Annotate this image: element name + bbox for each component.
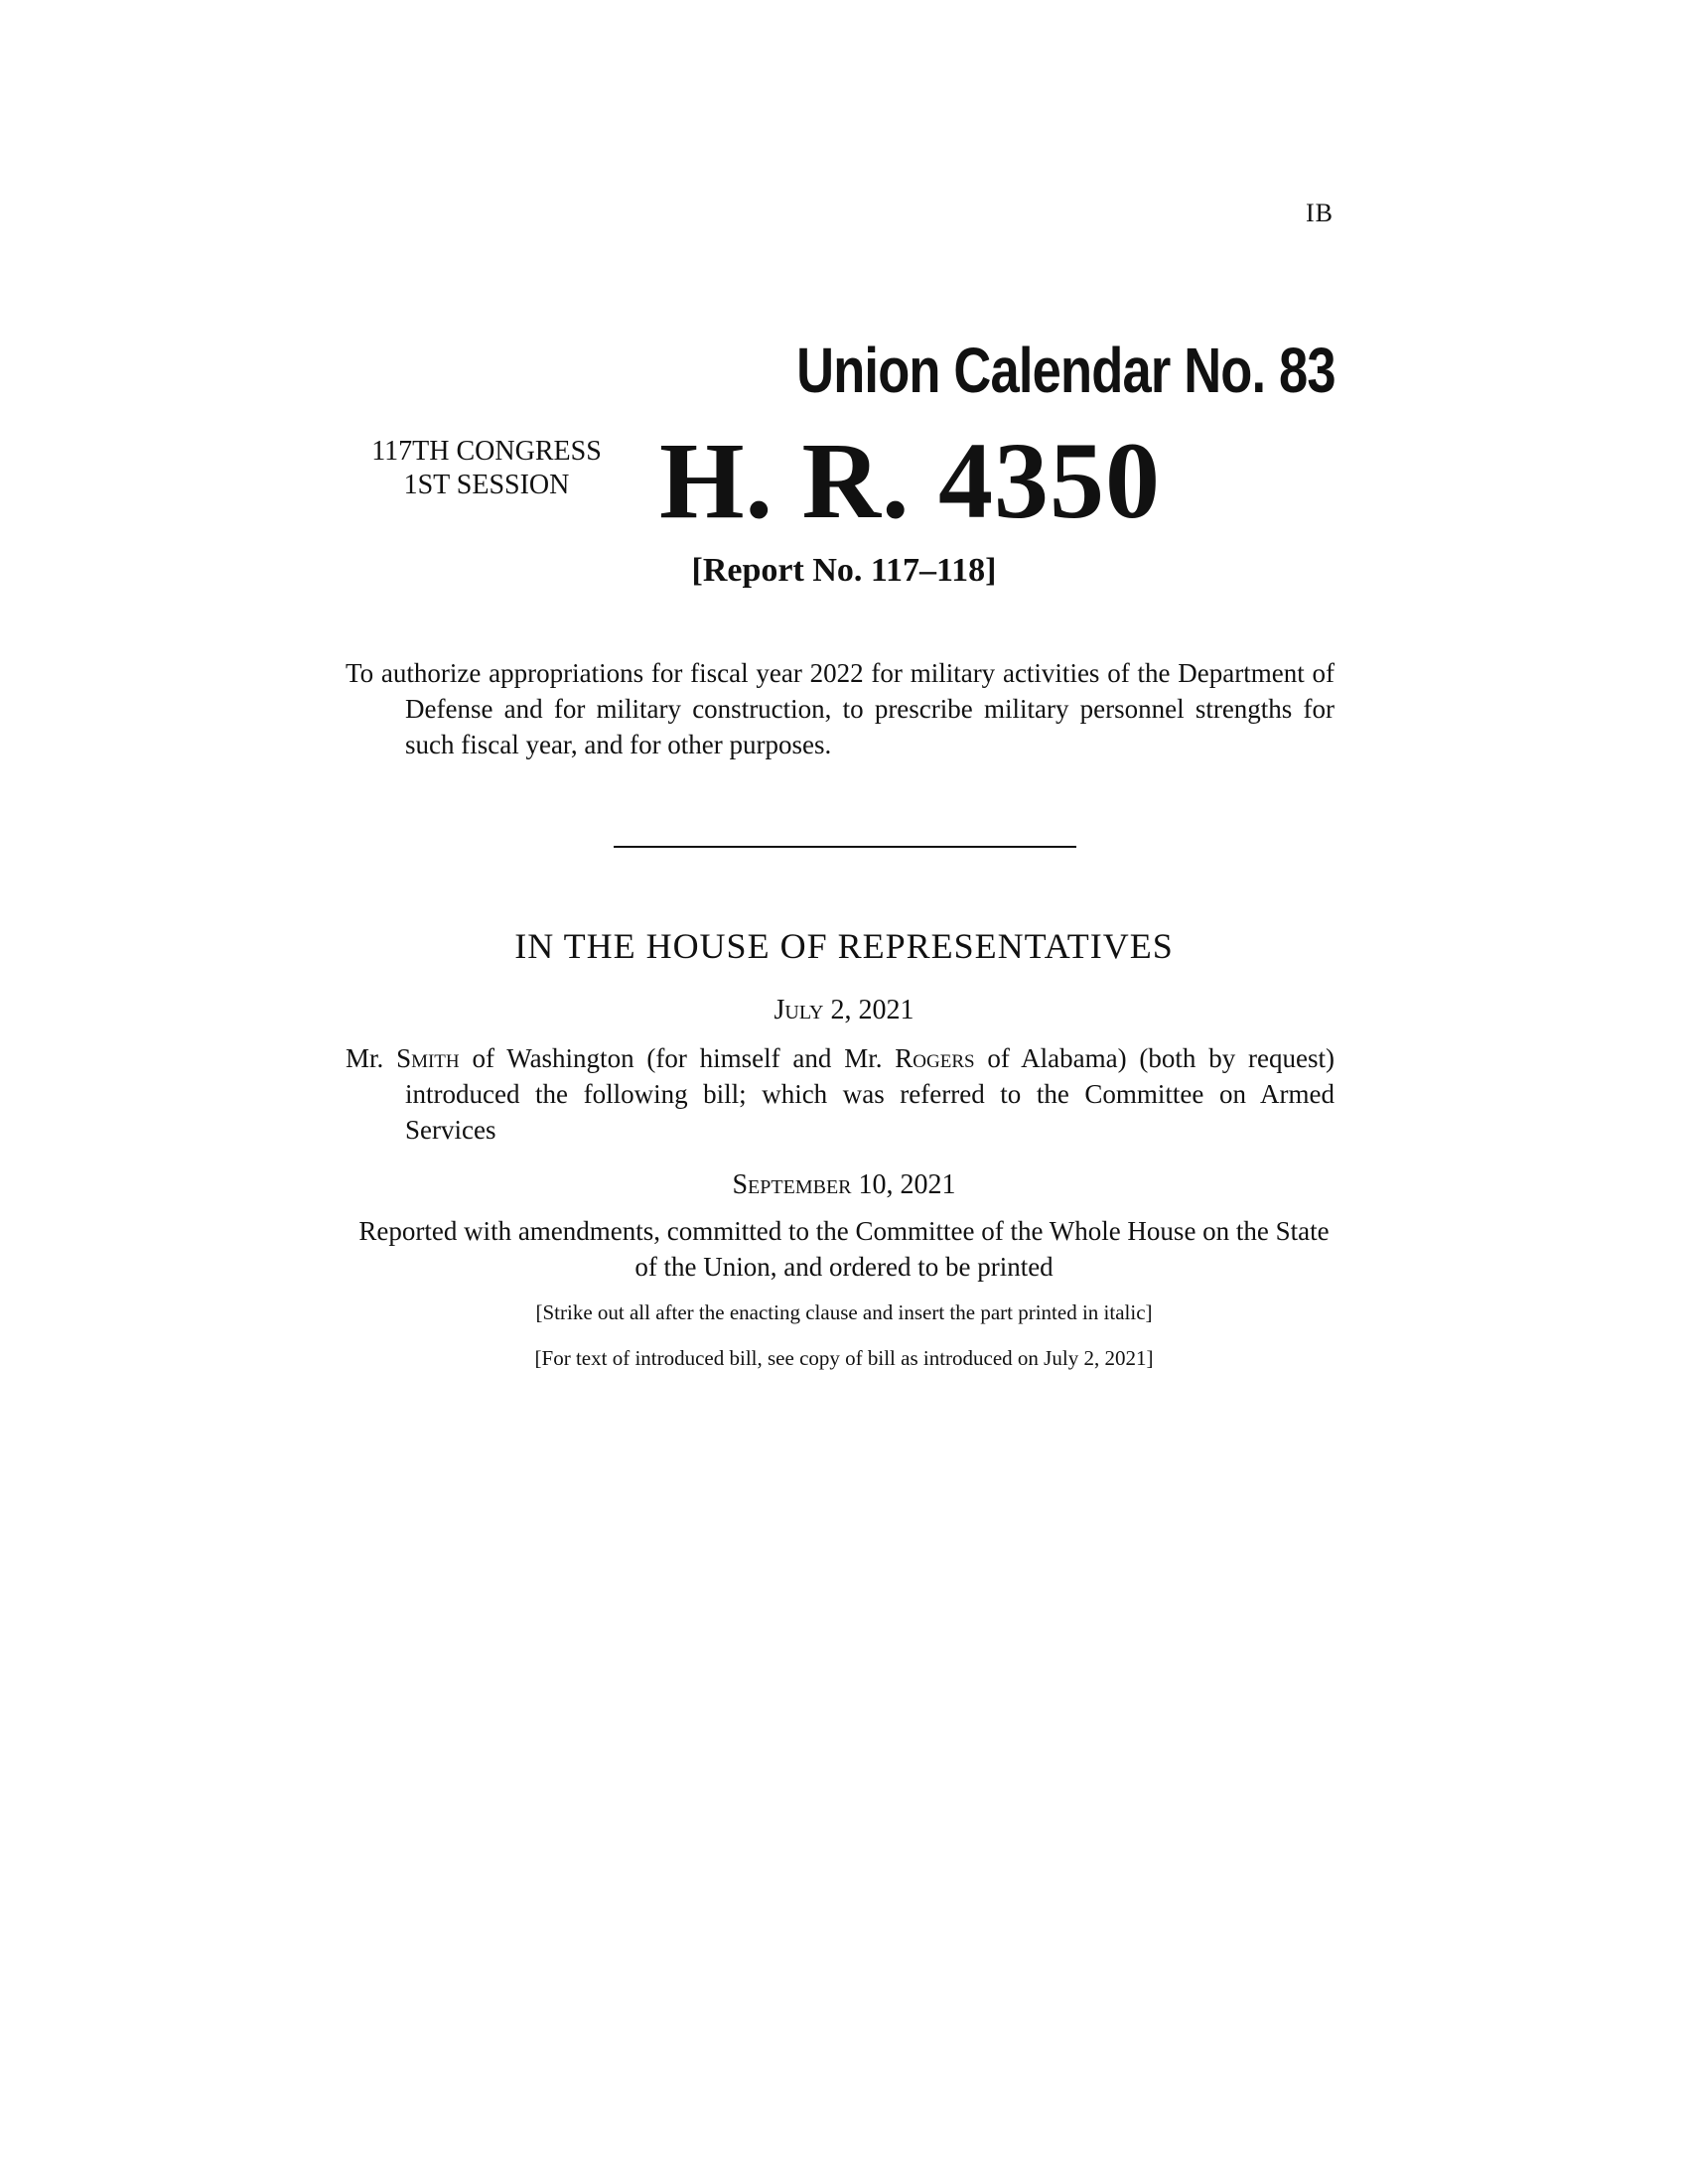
introduced-date: July 2, 2021 [774, 995, 914, 1025]
reported-text: Reported with amendments, committed to the Committee of the Whole House on the State of the Union, and ordered to be printed [358, 1216, 1330, 1282]
bill-purpose: To authorize appropriations for fiscal year 2022 for military activities of the Department of Defense and for military construction, to prescribe military personnel strengths for such fiscal year, and for other purposes. [346, 658, 1335, 759]
introduced-text-note: [For text of introduced bill, see copy of bill as introduced on July 2, 2021] [534, 1346, 1154, 1370]
sponsor-name: Smith [396, 1043, 460, 1073]
chamber-heading: IN THE HOUSE OF REPRESENTATIVES [514, 926, 1174, 966]
bill-number: H. R. 4350 [659, 420, 1161, 541]
congress-label: 117TH CONGRESS [371, 436, 602, 467]
congress-session-block [342, 435, 632, 502]
union-calendar-number: Union Calendar No. 83 [796, 335, 1336, 406]
strike-note: [Strike out all after the enacting clause and insert the part printed in italic] [535, 1300, 1153, 1324]
session-label: 1ST SESSION [403, 470, 570, 500]
reported-date: September 10, 2021 [732, 1169, 956, 1200]
intro-suffix: of Alabama) (both by request) introduced the following bill; which was referred to the Committee on Armed Services [405, 1043, 1335, 1145]
intro-middle: of Washington (for himself and Mr. [459, 1043, 896, 1073]
cosponsor-name: Rogers [895, 1043, 975, 1073]
introduction-text [346, 1040, 1335, 1148]
section-divider [614, 846, 1076, 848]
intro-prefix: Mr. [346, 1043, 397, 1073]
report-number: [Report No. 117–118] [691, 552, 997, 589]
document-mark: IB [1306, 199, 1334, 227]
